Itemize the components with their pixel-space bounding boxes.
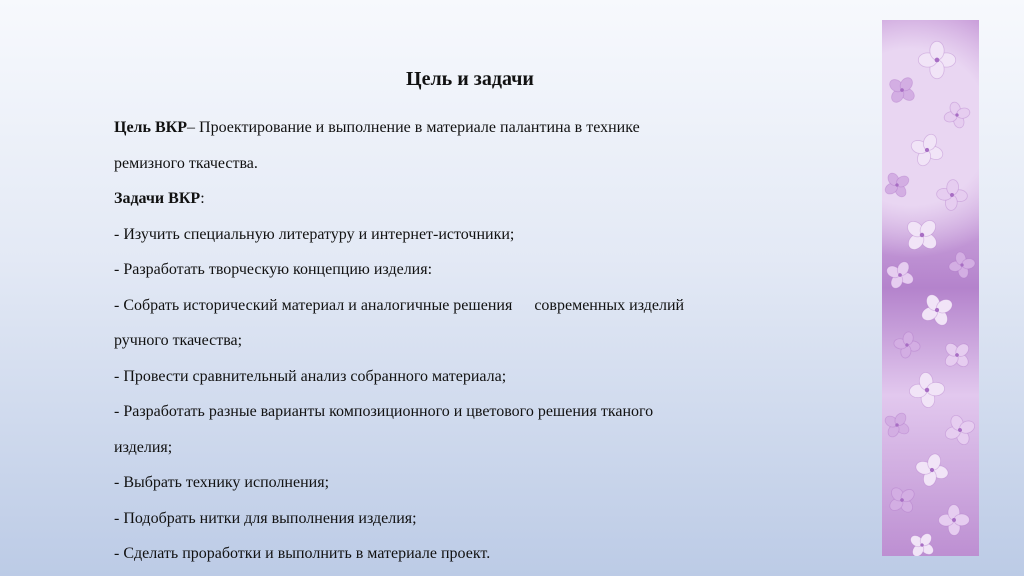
- lilac-floret: [882, 70, 922, 110]
- lilac-floret: [904, 527, 941, 556]
- goal-label: Цель ВКР: [114, 119, 188, 136]
- lilac-flowers-image: [882, 20, 979, 556]
- task-item: - Разработать разные варианты композиционного и цветового решения тканого: [114, 403, 654, 420]
- lilac-floret: [882, 407, 915, 443]
- slide-title: Цель и задачи: [406, 68, 534, 90]
- slide-body: [114, 110, 814, 572]
- lilac-floret: [935, 178, 968, 211]
- lilac-floret: [882, 256, 919, 294]
- lilac-floret: [941, 99, 974, 132]
- task-item: - Разработать творческую концепцию изделия:: [114, 261, 433, 278]
- lilac-floret: [937, 335, 977, 375]
- goal-text: – Проектирование и выполнение в материале палантина в технике: [187, 119, 640, 136]
- lilac-floret: [882, 167, 915, 203]
- lilac-floret: [912, 450, 952, 490]
- task-item: - Подобрать нитки для выполнения изделия;: [114, 509, 417, 527]
- lilac-floret: [947, 250, 978, 281]
- lilac-floret: [892, 330, 923, 361]
- tasks-label: Задачи ВКР: [114, 190, 201, 207]
- task-item: - Провести сравнительный анализ собранного материала;: [114, 367, 507, 385]
- task-item: - Собрать исторический материал и аналогичные решения современных изделий: [114, 296, 685, 314]
- task-item-continuation: ручного ткачества;: [114, 332, 243, 349]
- task-item: - Сделать проработки и выполнить в материале проект.: [114, 545, 491, 562]
- lilac-floret: [897, 210, 947, 260]
- lilac-floret: [940, 410, 979, 450]
- task-item-continuation: изделия;: [114, 438, 173, 456]
- lilac-flowers-illustration: [882, 20, 979, 556]
- goal-line-2: ремизного ткачества.: [114, 154, 258, 172]
- lilac-floret: [915, 288, 959, 332]
- tasks-heading: Задачи ВКР:: [114, 190, 205, 207]
- task-item: - Выбрать технику исполнения;: [114, 474, 330, 491]
- task-item: - Изучить специальную литературу и интернет-источники;: [114, 225, 515, 243]
- lilac-floret: [906, 129, 949, 172]
- lilac-floret: [938, 504, 969, 535]
- lilac-floret: [882, 480, 922, 520]
- goal-line-1: [114, 110, 814, 146]
- lilac-floret: [918, 41, 955, 78]
- lilac-floret: [908, 371, 947, 410]
